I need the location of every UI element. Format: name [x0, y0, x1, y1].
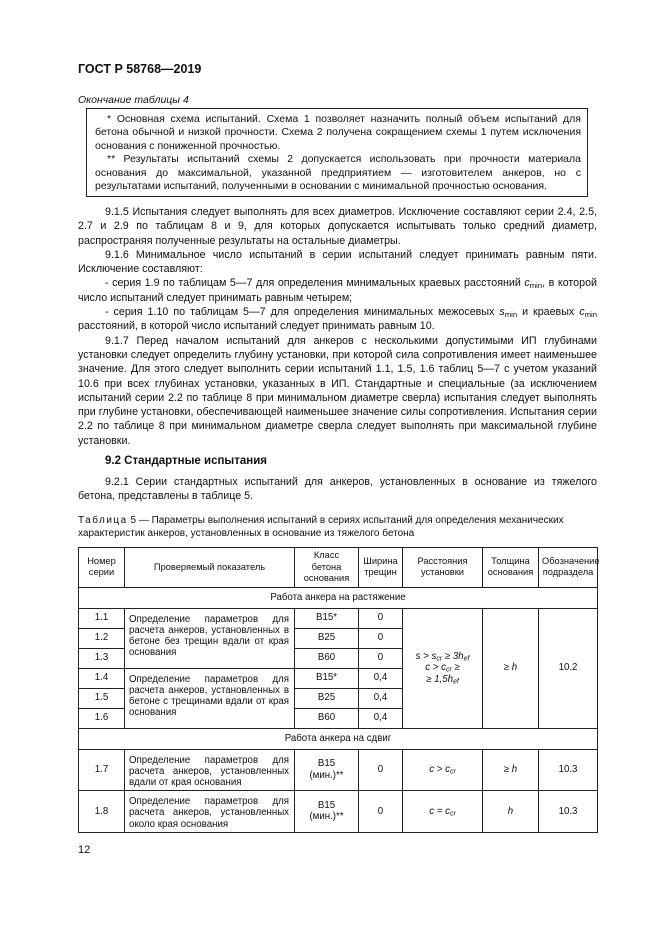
th-series: Номер серии	[79, 548, 125, 588]
table-caption-text: — Параметры выполнения испытаний в сериях испытаний для определения механических характеристик анкеров, установленных в основание из тяжелого бетона	[78, 515, 564, 539]
document-header: ГОСТ Р 58768—2019	[78, 62, 202, 76]
cell-thickness-tension: ≥ h	[483, 608, 539, 728]
th-concrete-class: Класс бетона основания	[295, 548, 359, 588]
cell-class: B60	[295, 648, 359, 668]
th-distances: Расстояния установки	[403, 548, 483, 588]
cell-crack: 0,4	[359, 688, 403, 708]
note-1: * Основная схема испытаний. Схема 1 позволяет назначить полный объем испытаний для бетона обычной и низкой прочности. Схема 2 получена сокращением схемы 1 путем исключения основания с пониженной прочностью.	[95, 113, 581, 152]
group-tension: Работа анкера на растяжение	[79, 587, 598, 608]
cell-series: 1.1	[79, 608, 125, 628]
th-thickness: Толщина основания	[483, 548, 539, 588]
cell-subsection-tension: 10.2	[539, 608, 598, 728]
cell-series: 1.5	[79, 688, 125, 708]
cell-thickness: h	[483, 791, 539, 833]
group-shear: Работа анкера на сдвиг	[79, 728, 598, 749]
cell-class: B25	[295, 688, 359, 708]
clause-9-1-6: 9.1.6 Минимальное число испытаний в серии испытаний следует принимать равным пяти. Исключение составляют:	[78, 248, 597, 276]
cell-subsection: 10.3	[539, 749, 598, 791]
th-indicator: Проверяемый показатель	[125, 548, 295, 588]
cell-crack: 0	[359, 628, 403, 648]
th-subsection: Обозначение подраздела	[539, 548, 598, 588]
cell-class: B15*	[295, 668, 359, 688]
table-header-row	[79, 548, 598, 588]
cell-crack: 0,4	[359, 668, 403, 688]
cell-series: 1.2	[79, 628, 125, 648]
cell-class: B25	[295, 628, 359, 648]
table-continuation-label: Окончание таблицы 4	[78, 94, 189, 106]
cell-class: B60	[295, 708, 359, 728]
cell-crack: 0	[359, 791, 403, 833]
cell-class: B15 (мин.)**	[295, 749, 359, 791]
cell-crack: 0	[359, 749, 403, 791]
table-5	[78, 547, 598, 833]
cell-distances: $c = c_{cr}$	[403, 791, 483, 833]
cell-distances-tension: $s > s_{cr} \ge 3h_{ef}$ $c > c_{cr}$ ≥ ≥ $1,5h_{ef}$	[403, 608, 483, 728]
cell-desc: Определение параметров для расчета анкеров, установленных вдали от края основания	[125, 749, 295, 791]
section-heading: 9.2 Стандартные испытания	[105, 455, 268, 467]
cell-desc: Определение параметров для расчета анкеров, установленных около края основания	[125, 791, 295, 833]
cell-series: 1.4	[79, 668, 125, 688]
table-row	[79, 791, 598, 833]
clause-9-1-6-item-a: - серия 1.9 по таблицам 5—7 для определения минимальных краевых расстояний $c_{min}$, в которой число испытаний следует принимать равным четырем;	[78, 277, 597, 304]
page-number: 12	[78, 844, 91, 856]
cell-crack: 0	[359, 608, 403, 628]
clause-9-1-6-item-b: - серия 1.10 по таблицам 5—7 для определения минимальных межосевых $s_{min}$ и краевых $c_{min}$ расстояний, в которой число испытаний следует принимать равным 10.	[78, 306, 597, 333]
cell-crack: 0,4	[359, 708, 403, 728]
cell-desc-uncracked: Определение параметров для расчета анкеров, установленных в бетоне без трещин вдали от края основания	[125, 608, 295, 668]
table-caption-number: 5	[130, 515, 137, 526]
cell-distances: $c > c_{cr}$	[403, 749, 483, 791]
th-crack-width: Ширина трещин	[359, 548, 403, 588]
cell-class: B15*	[295, 608, 359, 628]
cell-desc-cracked: Определение параметров для расчета анкеров, установленных в бетоне с трещинами вдали от края основания	[125, 668, 295, 728]
table-caption	[78, 515, 597, 540]
cell-class: B15 (мин.)**	[295, 791, 359, 833]
cell-series: 1.6	[79, 708, 125, 728]
cell-series: 1.3	[79, 648, 125, 668]
cell-crack: 0	[359, 648, 403, 668]
table-row	[79, 749, 598, 791]
clause-9-1-7: 9.1.7 Перед началом испытаний для анкеров с несколькими допустимыми ИП глубинами установки следует определить глубину установки, при которой сила сопротивления имеет наименьшее значение. Для этого следует выполнить серии испытаний 1.1, 1.5, 1.6 таблиц 5—7 с учетом указаний 10.6 при всех глубинах установки, указанных в ИП. Стандартные и специальные (за исключением испытаний серии 2.2 по таблице 8 при минимальном диаметре сверла) испытания следует выполнять при глубине установки, обеспечивающей наименьшее значение силы сопротивления. Испытания серии 2.2 по таблице 8 при минимальном диаметре сверла следует выполнять при максимальной глубине установки.	[78, 334, 597, 447]
cell-thickness: ≥ h	[483, 749, 539, 791]
clause-9-2-1: 9.2.1 Серии стандартных испытаний для анкеров, установленных в основание из тяжелого бетона, представлены в таблице 5.	[78, 476, 597, 503]
table-4-notes	[86, 108, 588, 197]
clauses-block	[78, 205, 597, 448]
cell-subsection: 10.3	[539, 791, 598, 833]
table-caption-label: Таблица	[78, 515, 128, 526]
cell-series: 1.7	[79, 749, 125, 791]
cell-series: 1.8	[79, 791, 125, 833]
clause-9-1-5: 9.1.5 Испытания следует выполнять для всех диаметров. Исключение составляют серии 2.4, 2.5, 2.7 и 2.9 по таблицам 8 и 9, для которых допускается испытывать только средний диаметр, распространяя полученные результаты на остальные диаметры.	[78, 206, 597, 247]
table-row	[79, 608, 598, 628]
clause-9-2-1-block	[78, 475, 597, 504]
note-2: ** Результаты испытаний схемы 2 допускается использовать при прочности материала основания до максимальной, указанной предприятием — изготовителем анкеров, но с результатами испытаний, полученными в основании с минимальной прочностью основания.	[95, 153, 581, 193]
